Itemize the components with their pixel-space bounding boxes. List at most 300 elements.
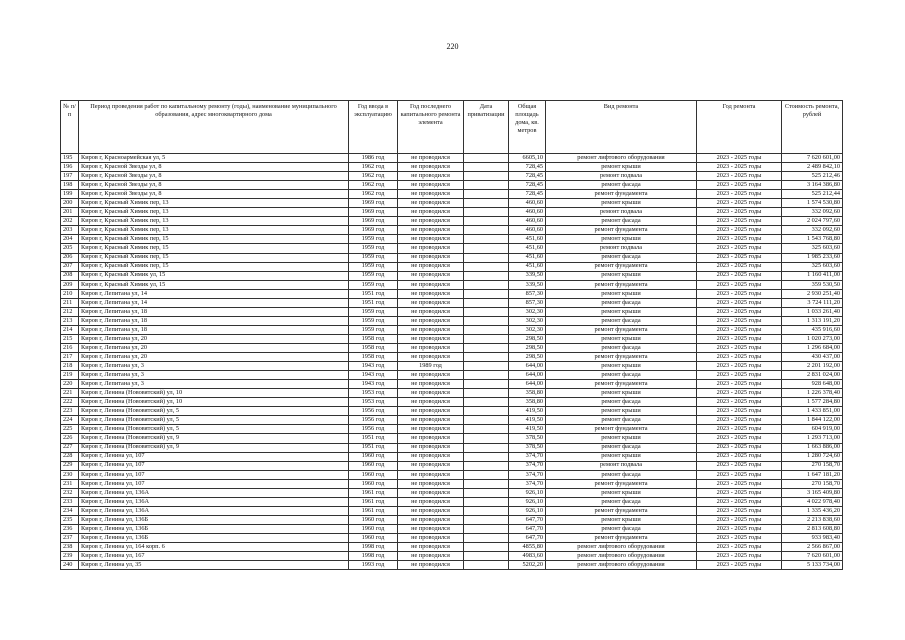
year-built-cell: 1969 год <box>349 217 398 226</box>
area-cell: 451,60 <box>509 253 546 262</box>
year-built-cell: 1953 год <box>349 398 398 407</box>
area-cell: 857,30 <box>509 298 546 307</box>
row-number: 205 <box>61 244 79 253</box>
cost-cell: 430 437,00 <box>782 353 843 362</box>
last-repair-cell: не проводился <box>398 443 464 452</box>
area-cell: 374,70 <box>509 461 546 470</box>
cost-cell: 270 158,70 <box>782 461 843 470</box>
privatization-cell <box>464 524 509 533</box>
repair-type-cell: ремонт крыши <box>546 452 697 461</box>
year-built-cell: 1959 год <box>349 253 398 262</box>
privatization-cell <box>464 543 509 552</box>
table-row <box>61 461 843 470</box>
repair-year-cell: 2023 - 2025 годы <box>697 316 782 325</box>
address-cell: Киров г, Ленина (Нововятский) ул, 10 <box>79 398 349 407</box>
row-number: 220 <box>61 380 79 389</box>
last-repair-cell: не проводился <box>398 533 464 542</box>
repair-year-cell: 2023 - 2025 годы <box>697 470 782 479</box>
cost-cell: 2 201 192,00 <box>782 362 843 371</box>
address-cell: Киров г, Лепитана ул, 20 <box>79 334 349 343</box>
cost-cell: 933 983,40 <box>782 533 843 542</box>
year-built-cell: 1960 год <box>349 524 398 533</box>
privatization-cell <box>464 452 509 461</box>
address-cell: Киров г, Ленина (Нововятский) ул, 10 <box>79 389 349 398</box>
table-row <box>61 190 843 199</box>
repair-type-cell: ремонт фасада <box>546 217 697 226</box>
area-cell: 419,50 <box>509 416 546 425</box>
privatization-cell <box>464 407 509 416</box>
header-address: Период проведения работ по капитальному ремонту (годы), наименование муниципального образования, адрес многоквартирного дома <box>79 101 349 154</box>
cost-cell: 2 213 838,60 <box>782 515 843 524</box>
last-repair-cell: не проводился <box>398 389 464 398</box>
row-number: 206 <box>61 253 79 262</box>
privatization-cell <box>464 434 509 443</box>
table-row <box>61 452 843 461</box>
privatization-cell <box>464 389 509 398</box>
cost-cell: 1 543 768,80 <box>782 235 843 244</box>
repair-type-cell: ремонт крыши <box>546 163 697 172</box>
last-repair-cell: 1989 год <box>398 362 464 371</box>
year-built-cell: 1951 год <box>349 434 398 443</box>
cost-cell: 1 296 684,00 <box>782 343 843 352</box>
table-row <box>61 199 843 208</box>
address-cell: Киров г, Ленина ул, 107 <box>79 479 349 488</box>
repair-year-cell: 2023 - 2025 годы <box>697 217 782 226</box>
year-built-cell: 1960 год <box>349 470 398 479</box>
area-cell: 644,00 <box>509 362 546 371</box>
last-repair-cell: не проводился <box>398 316 464 325</box>
address-cell: Киров г, Красный Химик пер, 13 <box>79 199 349 208</box>
area-cell: 339,50 <box>509 271 546 280</box>
year-built-cell: 1961 год <box>349 506 398 515</box>
cost-cell: 525 212,44 <box>782 190 843 199</box>
row-number: 226 <box>61 434 79 443</box>
year-built-cell: 1961 год <box>349 497 398 506</box>
last-repair-cell: не проводился <box>398 244 464 253</box>
row-number: 200 <box>61 199 79 208</box>
cost-cell: 1 844 122,00 <box>782 416 843 425</box>
cost-cell: 3 724 111,20 <box>782 298 843 307</box>
address-cell: Киров г, Красный Химик пер, 15 <box>79 253 349 262</box>
last-repair-cell: не проводился <box>398 488 464 497</box>
repair-type-cell: ремонт крыши <box>546 362 697 371</box>
privatization-cell <box>464 479 509 488</box>
row-number: 195 <box>61 154 79 163</box>
table-row <box>61 407 843 416</box>
repair-type-cell: ремонт фасада <box>546 253 697 262</box>
area-cell: 302,30 <box>509 316 546 325</box>
table-row <box>61 262 843 271</box>
repair-type-cell: ремонт лифтового оборудования <box>546 552 697 561</box>
repair-type-cell: ремонт фундамента <box>546 325 697 334</box>
repair-year-cell: 2023 - 2025 годы <box>697 262 782 271</box>
cost-cell: 604 919,00 <box>782 425 843 434</box>
repair-year-cell: 2023 - 2025 годы <box>697 226 782 235</box>
repair-year-cell: 2023 - 2025 годы <box>697 163 782 172</box>
address-cell: Киров г, Красный Химик пер, 15 <box>79 262 349 271</box>
year-built-cell: 1960 год <box>349 479 398 488</box>
header-privatization: Дата приватизации <box>464 101 509 154</box>
table-row <box>61 208 843 217</box>
address-cell: Киров г, Лепитана ул, 3 <box>79 380 349 389</box>
cost-cell: 4 022 978,40 <box>782 497 843 506</box>
area-cell: 358,80 <box>509 398 546 407</box>
year-built-cell: 1961 год <box>349 488 398 497</box>
repair-year-cell: 2023 - 2025 годы <box>697 235 782 244</box>
privatization-cell <box>464 235 509 244</box>
year-built-cell: 1960 год <box>349 533 398 542</box>
area-cell: 857,30 <box>509 289 546 298</box>
address-cell: Киров г, Лепитана ул, 14 <box>79 298 349 307</box>
area-cell: 926,10 <box>509 488 546 497</box>
repair-type-cell: ремонт фундамента <box>546 280 697 289</box>
repair-year-cell: 2023 - 2025 годы <box>697 334 782 343</box>
cost-cell: 2 024 797,60 <box>782 217 843 226</box>
privatization-cell <box>464 271 509 280</box>
repair-type-cell: ремонт подвала <box>546 244 697 253</box>
repair-year-cell: 2023 - 2025 годы <box>697 307 782 316</box>
row-number: 224 <box>61 416 79 425</box>
area-cell: 926,10 <box>509 497 546 506</box>
cost-cell: 2 930 251,40 <box>782 289 843 298</box>
cost-cell: 325 603,60 <box>782 244 843 253</box>
address-cell: Киров г, Ленина (Нововятский) ул, 5 <box>79 416 349 425</box>
privatization-cell <box>464 552 509 561</box>
row-number: 201 <box>61 208 79 217</box>
area-cell: 374,70 <box>509 470 546 479</box>
year-built-cell: 1959 год <box>349 325 398 334</box>
last-repair-cell: не проводился <box>398 506 464 515</box>
address-cell: Киров г, Лепитана ул, 18 <box>79 316 349 325</box>
privatization-cell <box>464 154 509 163</box>
repair-type-cell: ремонт фундамента <box>546 190 697 199</box>
area-cell: 728,45 <box>509 181 546 190</box>
last-repair-cell: не проводился <box>398 380 464 389</box>
area-cell: 298,50 <box>509 353 546 362</box>
year-built-cell: 1986 год <box>349 154 398 163</box>
year-built-cell: 1951 год <box>349 289 398 298</box>
repair-type-cell: ремонт крыши <box>546 235 697 244</box>
address-cell: Киров г, Красный Химик пер, 15 <box>79 244 349 253</box>
page-number: 220 <box>446 42 459 51</box>
cost-cell: 2 813 608,80 <box>782 524 843 533</box>
repair-year-cell: 2023 - 2025 годы <box>697 443 782 452</box>
last-repair-cell: не проводился <box>398 172 464 181</box>
row-number: 214 <box>61 325 79 334</box>
row-number: 202 <box>61 217 79 226</box>
last-repair-cell: не проводился <box>398 190 464 199</box>
address-cell: Киров г, Лепитана ул, 14 <box>79 289 349 298</box>
last-repair-cell: не проводился <box>398 452 464 461</box>
address-cell: Киров г, Красный Химик ул, 15 <box>79 271 349 280</box>
repair-type-cell: ремонт фасада <box>546 497 697 506</box>
area-cell: 460,60 <box>509 217 546 226</box>
row-number: 225 <box>61 425 79 434</box>
table-row <box>61 353 843 362</box>
privatization-cell <box>464 208 509 217</box>
repair-year-cell: 2023 - 2025 годы <box>697 280 782 289</box>
privatization-cell <box>464 380 509 389</box>
last-repair-cell: не проводился <box>398 253 464 262</box>
area-cell: 460,60 <box>509 226 546 235</box>
repair-year-cell: 2023 - 2025 годы <box>697 425 782 434</box>
year-built-cell: 1956 год <box>349 425 398 434</box>
repair-year-cell: 2023 - 2025 годы <box>697 561 782 570</box>
cost-cell: 1 033 261,40 <box>782 307 843 316</box>
year-built-cell: 1969 год <box>349 226 398 235</box>
address-cell: Киров г, Красный Химик пер, 13 <box>79 208 349 217</box>
privatization-cell <box>464 398 509 407</box>
row-number: 240 <box>61 561 79 570</box>
privatization-cell <box>464 217 509 226</box>
last-repair-cell: не проводился <box>398 325 464 334</box>
privatization-cell <box>464 316 509 325</box>
repair-type-cell: ремонт крыши <box>546 515 697 524</box>
area-cell: 644,00 <box>509 380 546 389</box>
row-number: 215 <box>61 334 79 343</box>
repair-type-cell: ремонт фасада <box>546 371 697 380</box>
cost-cell: 7 620 601,00 <box>782 154 843 163</box>
header-repair-year: Год ремонта <box>697 101 782 154</box>
year-built-cell: 1943 год <box>349 371 398 380</box>
repair-type-cell: ремонт фасада <box>546 470 697 479</box>
cost-cell: 1 226 378,40 <box>782 389 843 398</box>
row-number: 238 <box>61 543 79 552</box>
address-cell: Киров г, Красной Звезды ул, 8 <box>79 163 349 172</box>
cost-cell: 270 158,70 <box>782 479 843 488</box>
address-cell: Киров г, Ленина ул, 136А <box>79 506 349 515</box>
repair-year-cell: 2023 - 2025 годы <box>697 461 782 470</box>
last-repair-cell: не проводился <box>398 217 464 226</box>
cost-cell: 2 489 842,10 <box>782 163 843 172</box>
repair-type-cell: ремонт фундамента <box>546 479 697 488</box>
cost-cell: 435 916,60 <box>782 325 843 334</box>
header-repair-type: Вид ремонта <box>546 101 697 154</box>
address-cell: Киров г, Лепитана ул, 18 <box>79 307 349 316</box>
table-row <box>61 253 843 262</box>
privatization-cell <box>464 470 509 479</box>
repair-year-cell: 2023 - 2025 годы <box>697 380 782 389</box>
year-built-cell: 1998 год <box>349 552 398 561</box>
address-cell: Киров г, Лепитана ул, 3 <box>79 371 349 380</box>
row-number: 210 <box>61 289 79 298</box>
area-cell: 647,70 <box>509 524 546 533</box>
area-cell: 451,60 <box>509 235 546 244</box>
table-row <box>61 271 843 280</box>
year-built-cell: 1960 год <box>349 461 398 470</box>
row-number: 208 <box>61 271 79 280</box>
row-number: 228 <box>61 452 79 461</box>
row-number: 235 <box>61 515 79 524</box>
table-row <box>61 543 843 552</box>
last-repair-cell: не проводился <box>398 280 464 289</box>
last-repair-cell: не проводился <box>398 470 464 479</box>
area-cell: 460,60 <box>509 208 546 217</box>
row-number: 196 <box>61 163 79 172</box>
year-built-cell: 1969 год <box>349 199 398 208</box>
privatization-cell <box>464 181 509 190</box>
row-number: 231 <box>61 479 79 488</box>
repair-year-cell: 2023 - 2025 годы <box>697 353 782 362</box>
repair-type-cell: ремонт подвала <box>546 461 697 470</box>
cost-cell: 359 530,50 <box>782 280 843 289</box>
privatization-cell <box>464 353 509 362</box>
repair-year-cell: 2023 - 2025 годы <box>697 172 782 181</box>
repair-type-cell: ремонт подвала <box>546 208 697 217</box>
address-cell: Киров г, Ленина (Нововятский) ул, 5 <box>79 407 349 416</box>
repair-type-cell: ремонт фасада <box>546 398 697 407</box>
year-built-cell: 1951 год <box>349 443 398 452</box>
year-built-cell: 1960 год <box>349 452 398 461</box>
repair-type-cell: ремонт фундамента <box>546 262 697 271</box>
repair-year-cell: 2023 - 2025 годы <box>697 244 782 253</box>
area-cell: 5202,20 <box>509 561 546 570</box>
year-built-cell: 1956 год <box>349 416 398 425</box>
repair-type-cell: ремонт фундамента <box>546 226 697 235</box>
cost-cell: 1 313 191,20 <box>782 316 843 325</box>
row-number: 222 <box>61 398 79 407</box>
table-row <box>61 425 843 434</box>
table-row <box>61 217 843 226</box>
address-cell: Киров г, Красный Химик пер, 13 <box>79 217 349 226</box>
row-number: 230 <box>61 470 79 479</box>
repair-type-cell: ремонт фасада <box>546 416 697 425</box>
repair-type-cell: ремонт фасада <box>546 298 697 307</box>
cost-cell: 1 433 851,00 <box>782 407 843 416</box>
area-cell: 298,50 <box>509 334 546 343</box>
last-repair-cell: не проводился <box>398 479 464 488</box>
row-number: 237 <box>61 533 79 542</box>
last-repair-cell: не проводился <box>398 181 464 190</box>
repair-year-cell: 2023 - 2025 годы <box>697 154 782 163</box>
table-row <box>61 398 843 407</box>
area-cell: 419,50 <box>509 407 546 416</box>
repair-type-cell: ремонт лифтового оборудования <box>546 543 697 552</box>
row-number: 223 <box>61 407 79 416</box>
repair-type-cell: ремонт крыши <box>546 334 697 343</box>
repair-type-cell: ремонт крыши <box>546 307 697 316</box>
table-row <box>61 524 843 533</box>
row-number: 204 <box>61 235 79 244</box>
area-cell: 4983,60 <box>509 552 546 561</box>
last-repair-cell: не проводился <box>398 262 464 271</box>
year-built-cell: 1959 год <box>349 316 398 325</box>
row-number: 233 <box>61 497 79 506</box>
row-number: 197 <box>61 172 79 181</box>
privatization-cell <box>464 280 509 289</box>
address-cell: Киров г, Ленина ул, 136А <box>79 488 349 497</box>
repair-table <box>60 100 843 570</box>
privatization-cell <box>464 425 509 434</box>
repair-type-cell: ремонт фундамента <box>546 425 697 434</box>
repair-year-cell: 2023 - 2025 годы <box>697 389 782 398</box>
repair-year-cell: 2023 - 2025 годы <box>697 271 782 280</box>
year-built-cell: 1969 год <box>349 208 398 217</box>
table-row <box>61 362 843 371</box>
year-built-cell: 1962 год <box>349 181 398 190</box>
row-number: 227 <box>61 443 79 452</box>
repair-type-cell: ремонт фундамента <box>546 380 697 389</box>
repair-type-cell: ремонт фасада <box>546 524 697 533</box>
last-repair-cell: не проводился <box>398 524 464 533</box>
year-built-cell: 1962 год <box>349 172 398 181</box>
year-built-cell: 1962 год <box>349 163 398 172</box>
area-cell: 339,50 <box>509 280 546 289</box>
repair-year-cell: 2023 - 2025 годы <box>697 362 782 371</box>
repair-year-cell: 2023 - 2025 годы <box>697 506 782 515</box>
cost-cell: 928 648,00 <box>782 380 843 389</box>
last-repair-cell: не проводился <box>398 199 464 208</box>
row-number: 211 <box>61 298 79 307</box>
privatization-cell <box>464 488 509 497</box>
repair-year-cell: 2023 - 2025 годы <box>697 416 782 425</box>
address-cell: Киров г, Ленина ул, 164 корп. 6 <box>79 543 349 552</box>
table-row <box>61 244 843 253</box>
year-built-cell: 1959 год <box>349 271 398 280</box>
repair-year-cell: 2023 - 2025 годы <box>697 515 782 524</box>
repair-year-cell: 2023 - 2025 годы <box>697 208 782 217</box>
repair-year-cell: 2023 - 2025 годы <box>697 452 782 461</box>
last-repair-cell: не проводился <box>398 343 464 352</box>
year-built-cell: 1943 год <box>349 362 398 371</box>
area-cell: 728,45 <box>509 172 546 181</box>
repair-year-cell: 2023 - 2025 годы <box>697 371 782 380</box>
cost-cell: 332 092,60 <box>782 226 843 235</box>
header-last-repair: Год последнего капитального ремонта элемента <box>398 101 464 154</box>
row-number: 216 <box>61 343 79 352</box>
year-built-cell: 1958 год <box>349 334 398 343</box>
year-built-cell: 1958 год <box>349 353 398 362</box>
last-repair-cell: не проводился <box>398 371 464 380</box>
repair-type-cell: ремонт крыши <box>546 389 697 398</box>
repair-year-cell: 2023 - 2025 годы <box>697 543 782 552</box>
row-number: 207 <box>61 262 79 271</box>
cost-cell: 1 663 886,00 <box>782 443 843 452</box>
table-row <box>61 334 843 343</box>
repair-type-cell: ремонт крыши <box>546 271 697 280</box>
repair-type-cell: ремонт крыши <box>546 289 697 298</box>
year-built-cell: 1959 год <box>349 262 398 271</box>
repair-year-cell: 2023 - 2025 годы <box>697 181 782 190</box>
privatization-cell <box>464 226 509 235</box>
repair-type-cell: ремонт фасада <box>546 181 697 190</box>
area-cell: 728,45 <box>509 190 546 199</box>
address-cell: Киров г, Ленина ул, 35 <box>79 561 349 570</box>
repair-year-cell: 2023 - 2025 годы <box>697 434 782 443</box>
cost-cell: 1 160 411,00 <box>782 271 843 280</box>
table-row <box>61 371 843 380</box>
cost-cell: 1 020 273,00 <box>782 334 843 343</box>
area-cell: 419,50 <box>509 425 546 434</box>
repair-year-cell: 2023 - 2025 годы <box>697 289 782 298</box>
privatization-cell <box>464 497 509 506</box>
repair-type-cell: ремонт крыши <box>546 199 697 208</box>
area-cell: 378,50 <box>509 434 546 443</box>
area-cell: 298,50 <box>509 343 546 352</box>
last-repair-cell: не проводился <box>398 289 464 298</box>
row-number: 229 <box>61 461 79 470</box>
year-built-cell: 1959 год <box>349 280 398 289</box>
row-number: 199 <box>61 190 79 199</box>
area-cell: 644,00 <box>509 371 546 380</box>
table-row <box>61 316 843 325</box>
address-cell: Киров г, Ленина (Нововятский) ул, 5 <box>79 425 349 434</box>
table-row <box>61 434 843 443</box>
privatization-cell <box>464 190 509 199</box>
cost-cell: 7 620 601,00 <box>782 552 843 561</box>
repair-type-cell: ремонт фасада <box>546 343 697 352</box>
year-built-cell: 1993 год <box>349 561 398 570</box>
